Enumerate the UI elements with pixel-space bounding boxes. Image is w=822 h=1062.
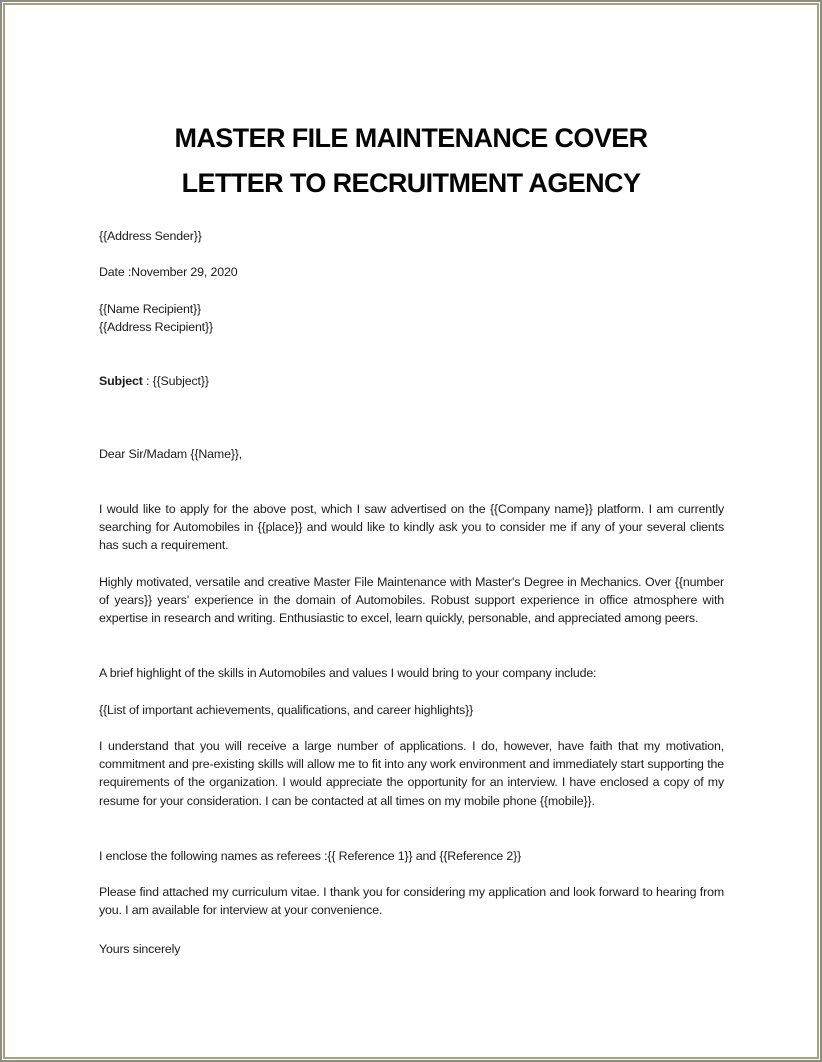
letter-date: Date :November 29, 2020 (99, 265, 238, 279)
paragraph-closing: Please find attached my curriculum vitae. I thank you for considering my application and look forward to hearing from you. I am available for interview at your convenience. (99, 885, 724, 918)
document-title (0, 116, 822, 206)
achievements-placeholder: {{List of important achievements, qualifications, and career highlights}} (99, 703, 474, 717)
subject-line (99, 372, 209, 390)
closing-signoff: Yours sincerely (99, 942, 181, 956)
paragraph-intro: I would like to apply for the above post, which I saw advertised on the {{Company name}} platform. I am currently searching for Automobiles in {{place}} and would like to kindly ask you to consider me if any of your several clients has such a requirement. (99, 502, 724, 553)
sender-address: {{Address Sender}} (99, 229, 202, 243)
subject-value: : {{Subject}} (142, 374, 209, 388)
paragraph-referees: I enclose the following names as referees :{{ Reference 1}} and {{Reference 2}} (99, 849, 522, 863)
title-line-1: MASTER FILE MAINTENANCE COVER (174, 123, 648, 153)
paragraph-highlight-intro: A brief highlight of the skills in Automobiles and values I would bring to your company include: (99, 666, 597, 680)
recipient-address: {{Address Recipient}} (99, 320, 213, 334)
paragraph-profile: Highly motivated, versatile and creative Master File Maintenance with Master's Degree in Mechanics. Over {{number of years}} years' experience in the domain of Automobiles. Robust support experience in office atmosphere with expertise in research and writing. Enthusiastic to excel, learn quickly, personable, and appreciated among peers. (99, 575, 724, 626)
recipient-name: {{Name Recipient}} (99, 302, 202, 316)
subject-label: Subject (99, 374, 143, 388)
salutation: Dear Sir/Madam {{Name}}, (99, 447, 243, 461)
paragraph-motivation: I understand that you will receive a large number of applications. I do, however, have faith that my motivation, commitment and pre-existing skills will allow me to fit into any work environment and immediately start supporting the requirements of the organization. I would appreciate the opportunity for an interview. I have enclosed a copy of my resume for your consideration. I can be contacted at all times on my mobile phone {{mobile}}. (99, 739, 724, 808)
title-line-2: LETTER TO RECRUITMENT AGENCY (181, 168, 641, 198)
